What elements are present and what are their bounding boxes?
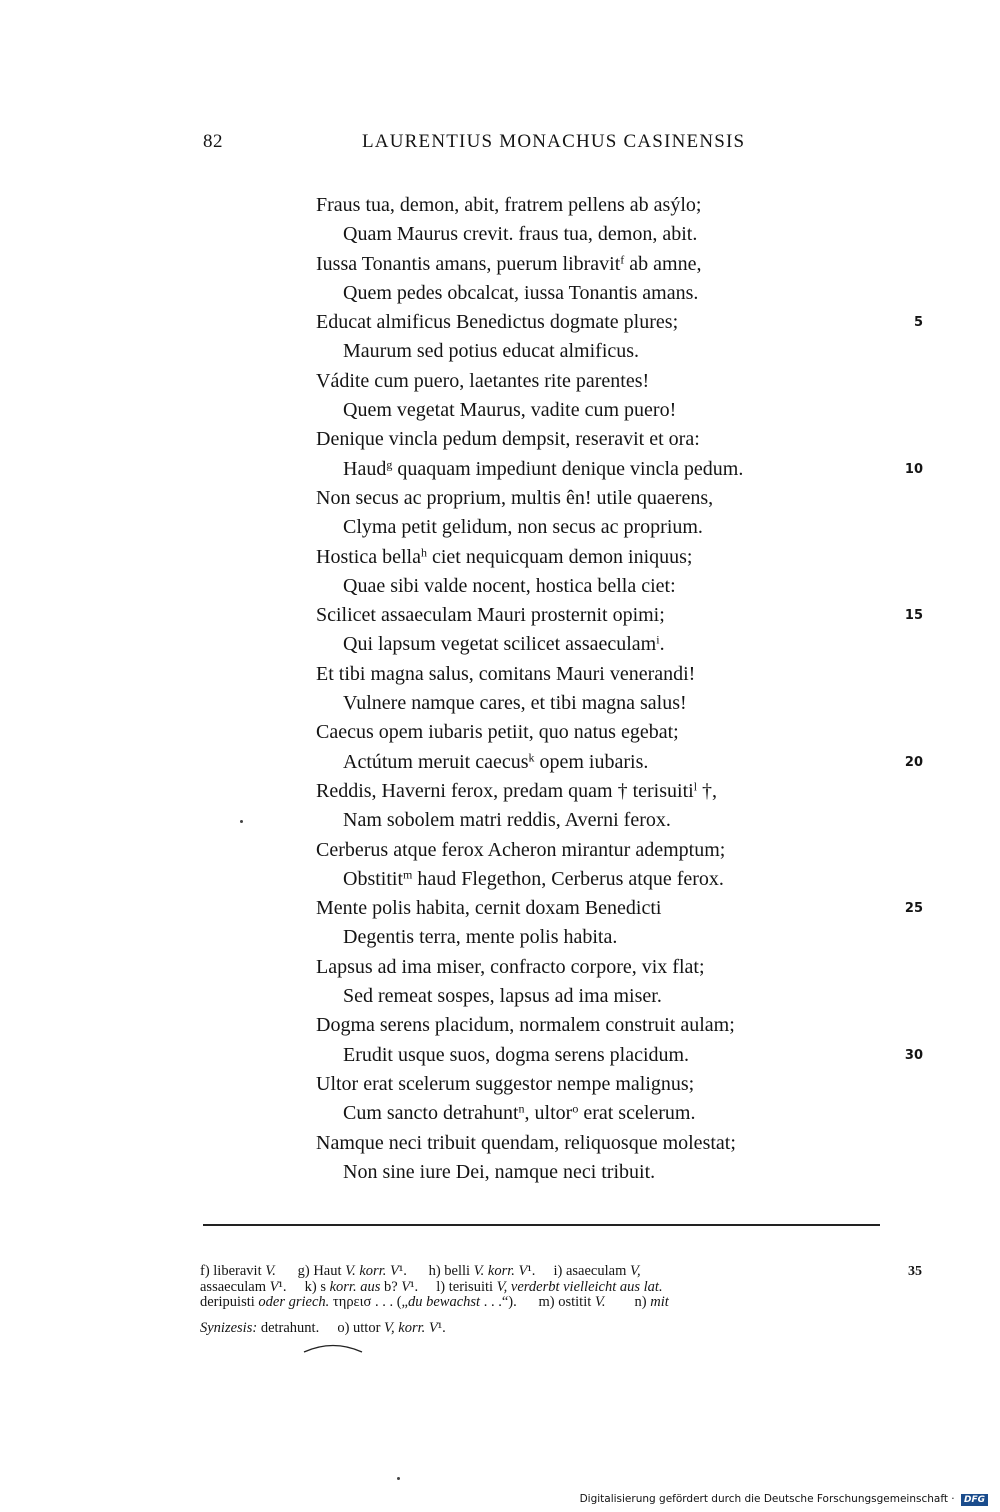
margin-line-number: 35 <box>908 1264 922 1279</box>
verse-text: Hostica bella$^h$ ciet nequicquam demon iniquus; <box>316 544 693 568</box>
verse-text: Cerberus atque ferox Acheron mirantur ademptum; <box>316 838 726 861</box>
verse-text: Et tibi magna salus, comitans Mauri venerandi! <box>316 662 696 685</box>
verse-text: Actútum meruit caecus$^k$ opem iubaris. <box>343 750 649 773</box>
verse-line <box>316 748 923 777</box>
page-number: 82 <box>203 131 223 152</box>
dfg-logo: DFG <box>961 1494 988 1506</box>
footnote-line: Synizesis: detrahunt. o) uttor V, korr. V¹. <box>200 1319 446 1336</box>
verse-line <box>316 220 906 249</box>
synizesis-mark <box>302 1343 364 1353</box>
verse-text: Non sine iure Dei, namque neci tribuit. <box>343 1160 656 1183</box>
verse-text: Quem vegetat Maurus, vadite cum puero! <box>343 399 677 422</box>
verse-text: Haud$^g$ quaquam impediunt denique vincla pedum. <box>343 457 744 480</box>
verse-line <box>316 601 923 630</box>
verse-line <box>316 718 906 747</box>
verse-text: Non secus ac proprium, multis ên! utile quaerens, <box>316 486 714 509</box>
verse-line <box>316 1099 906 1128</box>
verse-line <box>316 689 906 718</box>
line-number: 25 <box>904 901 923 917</box>
verse-line <box>316 982 906 1011</box>
running-head: LAURENTIUS MONACHUS CASINENSIS <box>362 131 746 152</box>
verse-text: Quam Maurus crevit. fraus tua, demon, abit. <box>343 223 698 246</box>
line-number: 20 <box>904 754 923 770</box>
verse-line <box>316 836 906 865</box>
footnote-line: f) liberavit V. g) Haut V. korr. V¹. h) belli V. korr. V¹. i) asaeculam V, 35 <box>200 1263 922 1279</box>
verse-text: Qui lapsum vegetat scilicet assaeculam$^i$. <box>343 632 665 656</box>
verse-text: Ultor erat scelerum suggestor nempe malignus; <box>316 1072 695 1095</box>
verse-text: Clyma petit gelidum, non secus ac proprium. <box>343 516 703 539</box>
verse-line <box>316 250 906 279</box>
line-number: 15 <box>904 608 923 624</box>
verse-line <box>316 543 906 572</box>
verse-line <box>316 367 906 396</box>
verse-line <box>316 660 906 689</box>
verse-text: Educat almificus Benedictus dogmate plures; <box>316 311 679 334</box>
verse-text: Nam sobolem matri reddis, Averni ferox. <box>343 809 671 832</box>
verse-line <box>316 1070 906 1099</box>
scan-speck <box>397 1477 400 1480</box>
verse-text: Obstitit$^m$ haud Flegethon, Cerberus atque ferox. <box>343 867 724 890</box>
verse-text: Vulnere namque cares, et tibi magna salus! <box>343 692 687 715</box>
verse-line <box>316 894 923 923</box>
verse-line <box>316 572 906 601</box>
verse-line <box>316 425 906 454</box>
line-number: 30 <box>904 1047 923 1063</box>
verse-line <box>316 279 906 308</box>
verse-text: Vádite cum puero, laetantes rite parentes! <box>316 369 650 392</box>
poem-text <box>316 191 923 1187</box>
verse-text: Fraus tua, demon, abit, fratrem pellens ab asýlo; <box>316 194 702 216</box>
line-number: 10 <box>904 461 923 477</box>
verse-text: Scilicet assaeculam Mauri prosternit opimi; <box>316 604 665 627</box>
footnote-divider <box>203 1224 880 1226</box>
verse-line <box>316 777 906 806</box>
verse-line <box>316 630 906 659</box>
verse-line <box>316 337 906 366</box>
verse-line <box>316 513 906 542</box>
verse-text: Iussa Tonantis amans, puerum libravit$^f$ ab amne, <box>316 252 702 275</box>
verse-text: Namque neci tribuit quendam, reliquosque molestat; <box>316 1131 736 1154</box>
verse-line <box>316 455 923 484</box>
verse-text: Erudit usque suos, dogma serens placidum. <box>343 1043 690 1066</box>
footnotes <box>200 1263 922 1336</box>
verse-line <box>316 1011 906 1040</box>
footnote-line: deripuisti oder griech. τηρεισ . . . („du bewachst . . .“). m) ostitit V. n) mit <box>200 1294 669 1310</box>
verse-line <box>316 865 906 894</box>
verse-line <box>316 1158 906 1187</box>
verse-text: Mente polis habita, cernit doxam Benedicti <box>316 897 662 920</box>
verse-text: Denique vincla pedum dempsit, reseravit et ora: <box>316 428 700 451</box>
verse-line <box>316 806 906 835</box>
verse-line <box>316 923 906 952</box>
scan-speck <box>240 820 243 823</box>
verse-line <box>316 953 906 982</box>
digitization-credit: Digitalisierung gefördert durch die Deutsche Forschungsgemeinschaft · DFG <box>580 1493 988 1506</box>
verse-text: Degentis terra, mente polis habita. <box>343 926 618 949</box>
verse-text: Cum sancto detrahunt$^n$, ultor$^o$ erat scelerum. <box>343 1101 696 1125</box>
verse-text: Quem pedes obcalcat, iussa Tonantis amans. <box>343 281 699 304</box>
verse-text: Maurum sed potius educat almificus. <box>343 340 640 363</box>
line-number: 5 <box>913 315 923 331</box>
credit-text: Digitalisierung gefördert durch die Deutsche Forschungsgemeinschaft <box>579 1493 948 1505</box>
verse-line <box>316 1129 906 1158</box>
verse-line <box>316 1041 923 1070</box>
verse-text: Caecus opem iubaris petiit, quo natus egebat; <box>316 721 679 744</box>
verse-line <box>316 308 923 337</box>
verse-line <box>316 484 906 513</box>
verse-text: Quae sibi valde nocent, hostica bella ciet: <box>343 574 676 597</box>
verse-line <box>316 191 906 220</box>
verse-text: Dogma serens placidum, normalem construit aulam; <box>316 1014 735 1037</box>
verse-line <box>316 396 906 425</box>
verse-text: Sed remeat sospes, lapsus ad ima miser. <box>343 985 662 1008</box>
verse-text: Lapsus ad ima miser, confracto corpore, vix flat; <box>316 955 705 978</box>
verse-text: Reddis, Haverni ferox, predam quam † terisuiti$^l$ †, <box>316 779 718 802</box>
footnote-line: assaeculam V¹. k) s korr. aus b? V¹. l) terisuiti V, verderbt vielleicht aus lat. <box>200 1278 663 1295</box>
